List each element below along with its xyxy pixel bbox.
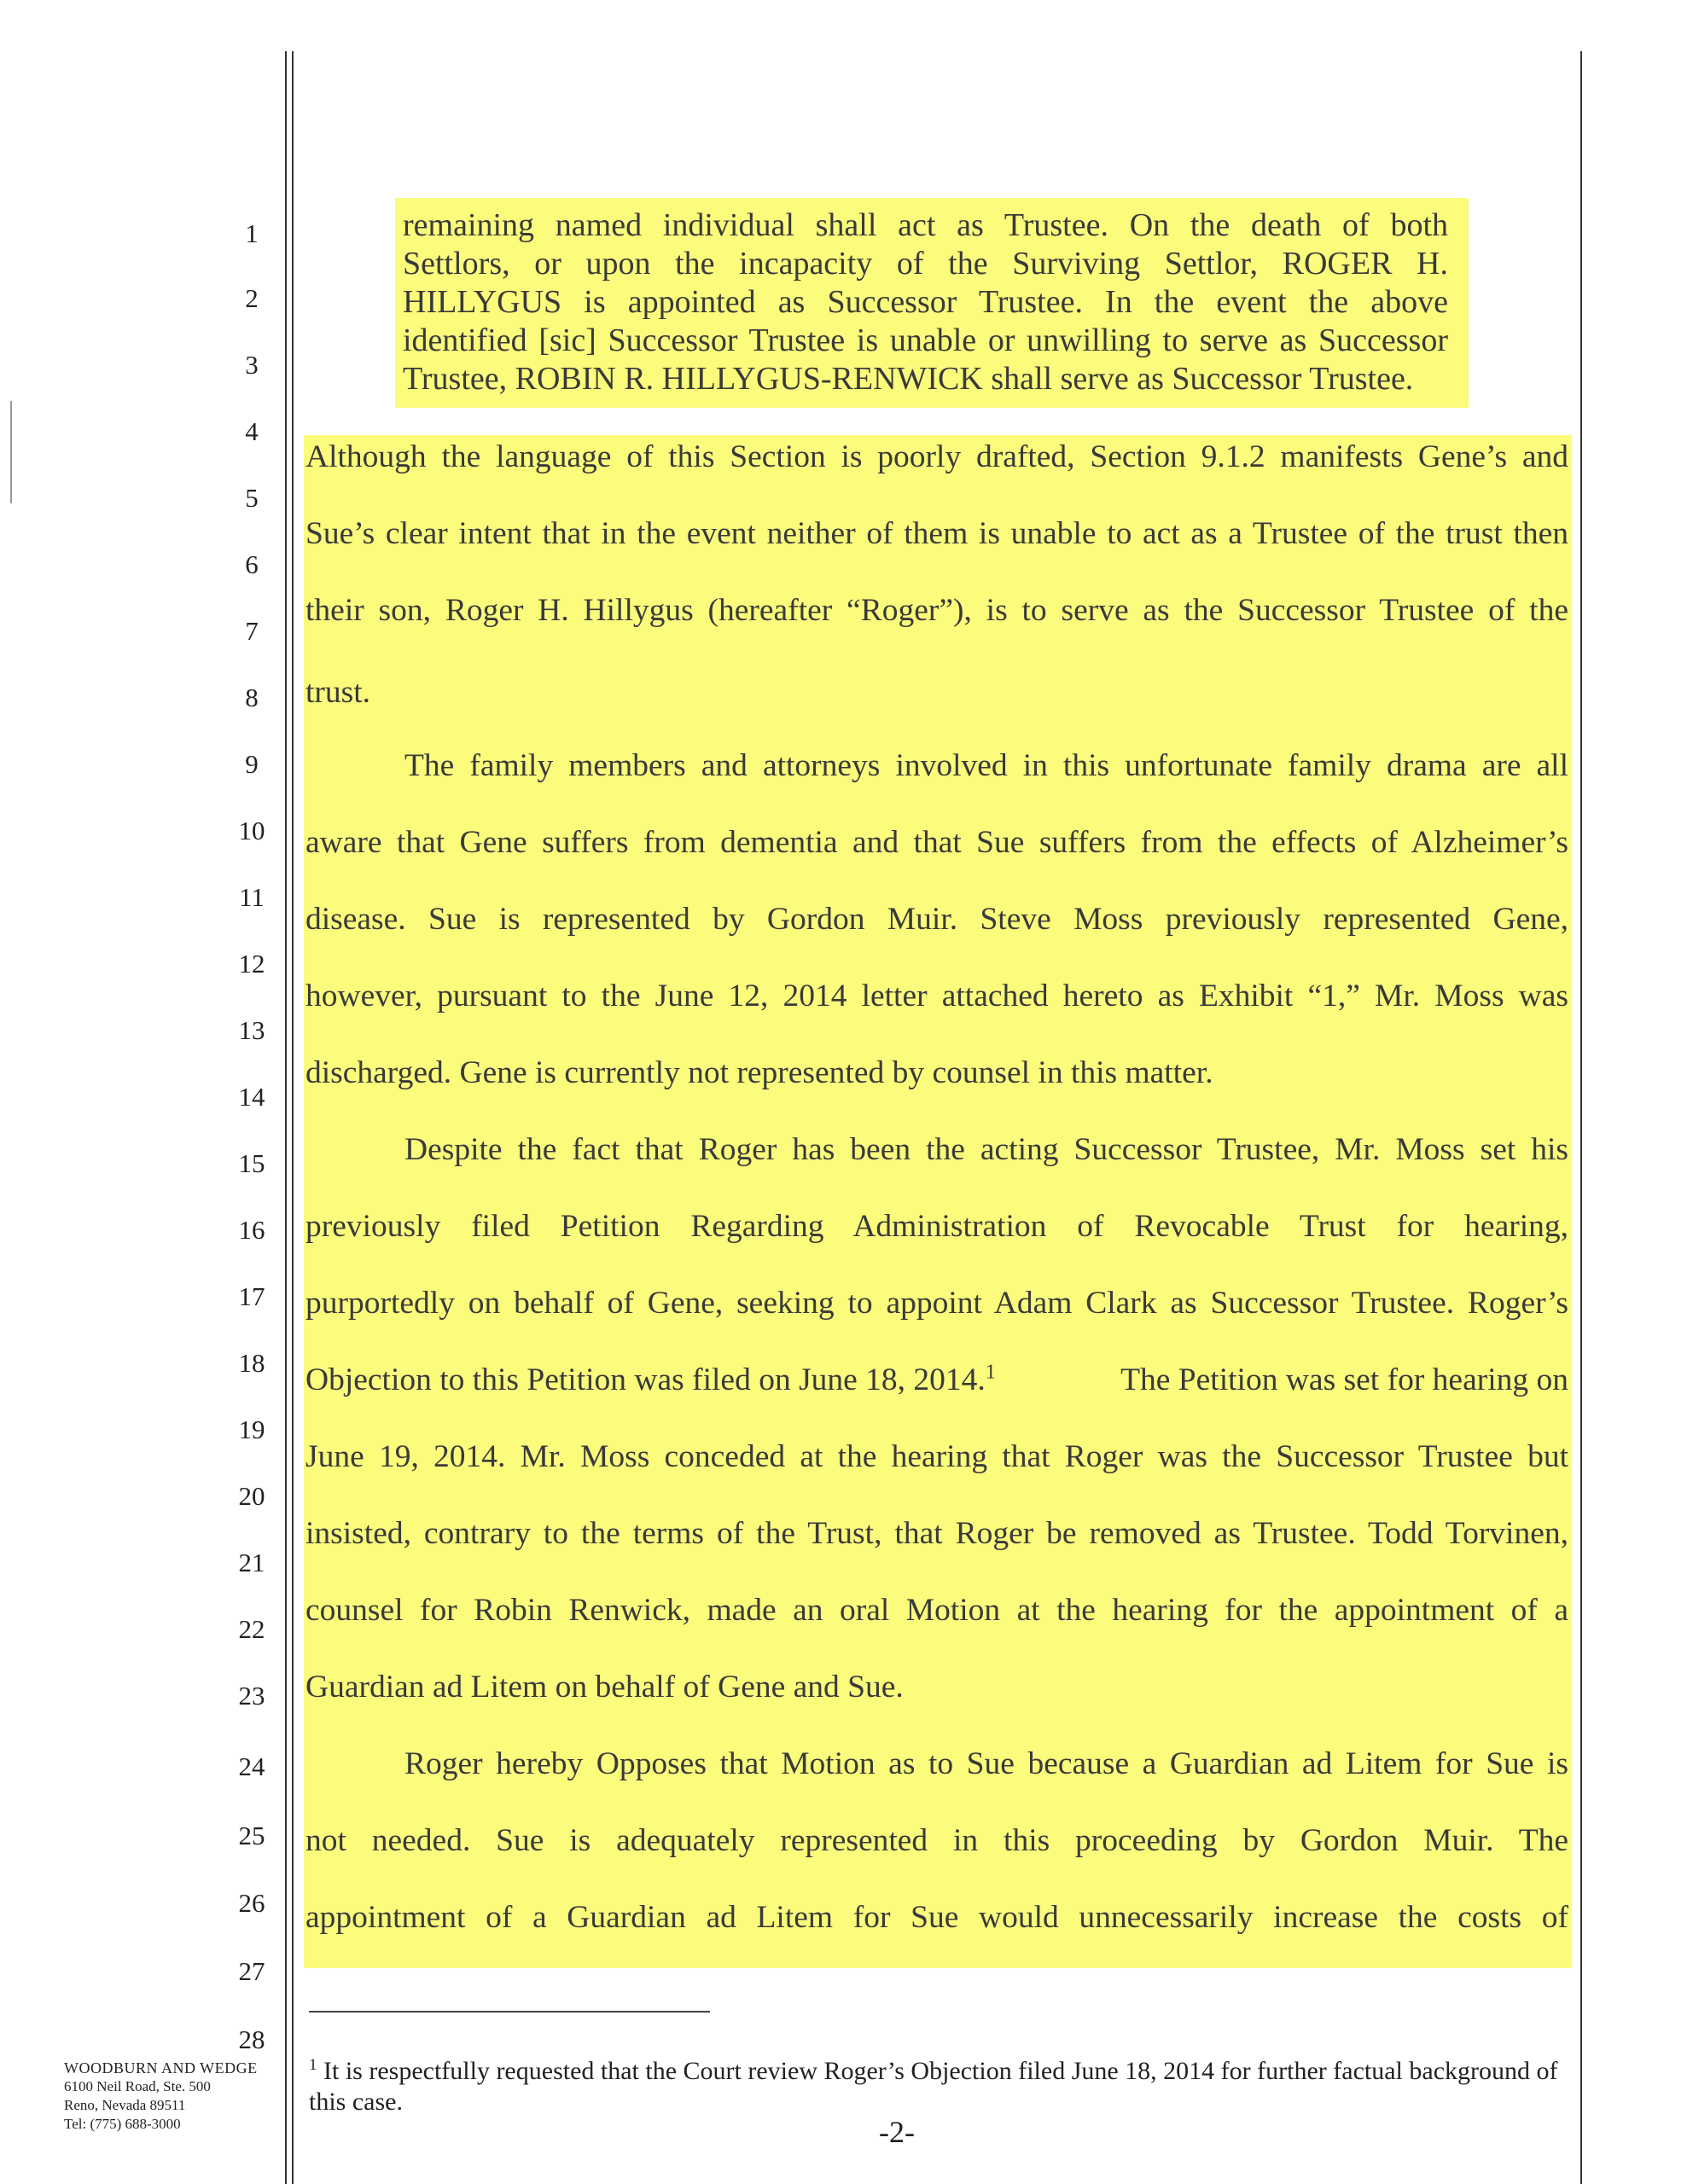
line-number: 28	[238, 2024, 265, 2054]
line-number: 13	[238, 1015, 265, 1045]
line-number: 23	[238, 1681, 265, 1711]
line-number: 12	[238, 949, 265, 979]
body-line: their son, Roger H. Hillygus (hereafter “Roger”), is to serve as the Successor Trustee of the	[305, 593, 1568, 628]
line-number: 20	[238, 1481, 265, 1511]
line-number: 4	[245, 416, 259, 446]
line-number: 26	[238, 1888, 265, 1918]
body-line: appointment of a Guardian ad Litem for Sue would unnecessarily increase the costs of	[305, 1900, 1568, 1935]
line-number: 15	[238, 1148, 265, 1178]
body-highlight	[304, 435, 1572, 1968]
body-line-with-footnote	[305, 1363, 1568, 1397]
line-number: 2	[245, 283, 259, 313]
line-number: 7	[245, 616, 259, 646]
line-number: 25	[238, 1821, 265, 1850]
page-number: -2-	[879, 2115, 915, 2149]
firm-address-line-1: 6100 Neil Road, Ste. 500	[64, 2078, 211, 2094]
quoted-trust-section	[403, 206, 1448, 398]
footnote-text: It is respectfully requested that the Court review Roger’s Objection filed June 18, 2014 for further factual background of this case.	[309, 2057, 1558, 2116]
line-number: 8	[245, 682, 259, 712]
quote-line: Trustee, ROBIN R. HILLYGUS-RENWICK shall serve as Successor Trustee.	[403, 361, 1414, 397]
line-number: 10	[238, 816, 265, 845]
line-number: 19	[238, 1414, 265, 1444]
line-number: 9	[245, 749, 259, 779]
firm-info	[64, 2059, 286, 2134]
line-number: 24	[238, 1751, 265, 1781]
footnote-marker: 1	[309, 2056, 317, 2074]
body-line-text: Objection to this Petition was filed on June 18, 2014.	[305, 1362, 986, 1397]
firm-name: WOODBURN AND WEDGE	[64, 2059, 258, 2077]
body-line: Despite the fact that Roger has been the acting Successor Trustee, Mr. Moss set his	[404, 1132, 1568, 1167]
body-line: Although the language of this Section is poorly drafted, Section 9.1.2 manifests Gene’s and	[305, 439, 1568, 474]
line-number: 16	[238, 1215, 265, 1245]
firm-address-line-2: Reno, Nevada 89511	[64, 2097, 186, 2113]
quote-line: Settlors, or upon the incapacity of the Surviving Settlor, ROGER H.	[403, 246, 1448, 282]
body-line-part	[305, 1363, 996, 1397]
line-number: 18	[238, 1348, 265, 1378]
line-number: 5	[245, 483, 259, 513]
line-number: 1	[245, 218, 259, 248]
footnote-divider	[309, 2011, 710, 2013]
body-line: Roger hereby Opposes that Motion as to Sue because a Guardian ad Litem for Sue is	[404, 1746, 1568, 1781]
body-line: Guardian ad Litem on behalf of Gene and Sue.	[305, 1670, 904, 1705]
line-number: 21	[238, 1548, 265, 1577]
body-line: not needed. Sue is adequately represented in this proceeding by Gordon Muir. The	[305, 1823, 1568, 1858]
line-number: 6	[245, 549, 259, 579]
line-number: 22	[238, 1614, 265, 1644]
body-line: however, pursuant to the June 12, 2014 letter attached hereto as Exhibit “1,” Mr. Moss was	[305, 979, 1568, 1014]
quote-line: HILLYGUS is appointed as Successor Trustee. In the event the above	[403, 284, 1448, 320]
line-number: 14	[238, 1082, 265, 1112]
body-line: previously filed Petition Regarding Administration of Revocable Trust for hearing,	[305, 1209, 1568, 1244]
firm-phone: Tel: (775) 688-3000	[64, 2116, 181, 2132]
body-line-part: The Petition was set for hearing on	[1120, 1362, 1568, 1397]
body-line: Sue’s clear intent that in the event neither of them is unable to act as a Trustee of the trust then	[305, 516, 1568, 551]
right-margin-rule	[1580, 51, 1582, 2184]
body-line: June 19, 2014. Mr. Moss conceded at the hearing that Roger was the Successor Trustee but	[305, 1439, 1568, 1474]
line-number: 11	[239, 882, 265, 912]
left-margin-rule-2	[292, 51, 294, 2184]
footnote	[309, 2050, 1563, 2117]
body-line: The family members and attorneys involved in this unfortunate family drama are all	[404, 748, 1568, 783]
body-line: insisted, contrary to the terms of the Trust, that Roger be removed as Trustee. Todd Torvinen,	[305, 1516, 1568, 1551]
body-line: purportedly on behalf of Gene, seeking to appoint Adam Clark as Successor Trustee. Roger’s	[305, 1286, 1568, 1321]
quote-line: identified [sic] Successor Trustee is unable or unwilling to serve as Successor	[403, 322, 1448, 358]
left-margin-rule-1	[285, 51, 287, 2184]
line-number: 17	[238, 1281, 265, 1311]
footnote-reference[interactable]: 1	[985, 1361, 996, 1384]
line-number: 27	[238, 1956, 265, 1986]
body-line: counsel for Robin Renwick, made an oral Motion at the hearing for the appointment of a	[305, 1593, 1568, 1628]
quote-line: remaining named individual shall act as Trustee. On the death of both	[403, 207, 1448, 243]
body-line: disease. Sue is represented by Gordon Muir. Steve Moss previously represented Gene,	[305, 902, 1568, 937]
body-line: discharged. Gene is currently not represented by counsel in this matter.	[305, 1055, 1213, 1090]
scan-edge-mark	[10, 401, 12, 503]
body-line: trust.	[305, 675, 371, 710]
line-number: 3	[245, 350, 259, 380]
body-line: aware that Gene suffers from dementia and that Sue suffers from the effects of Alzheimer’s	[305, 825, 1568, 860]
